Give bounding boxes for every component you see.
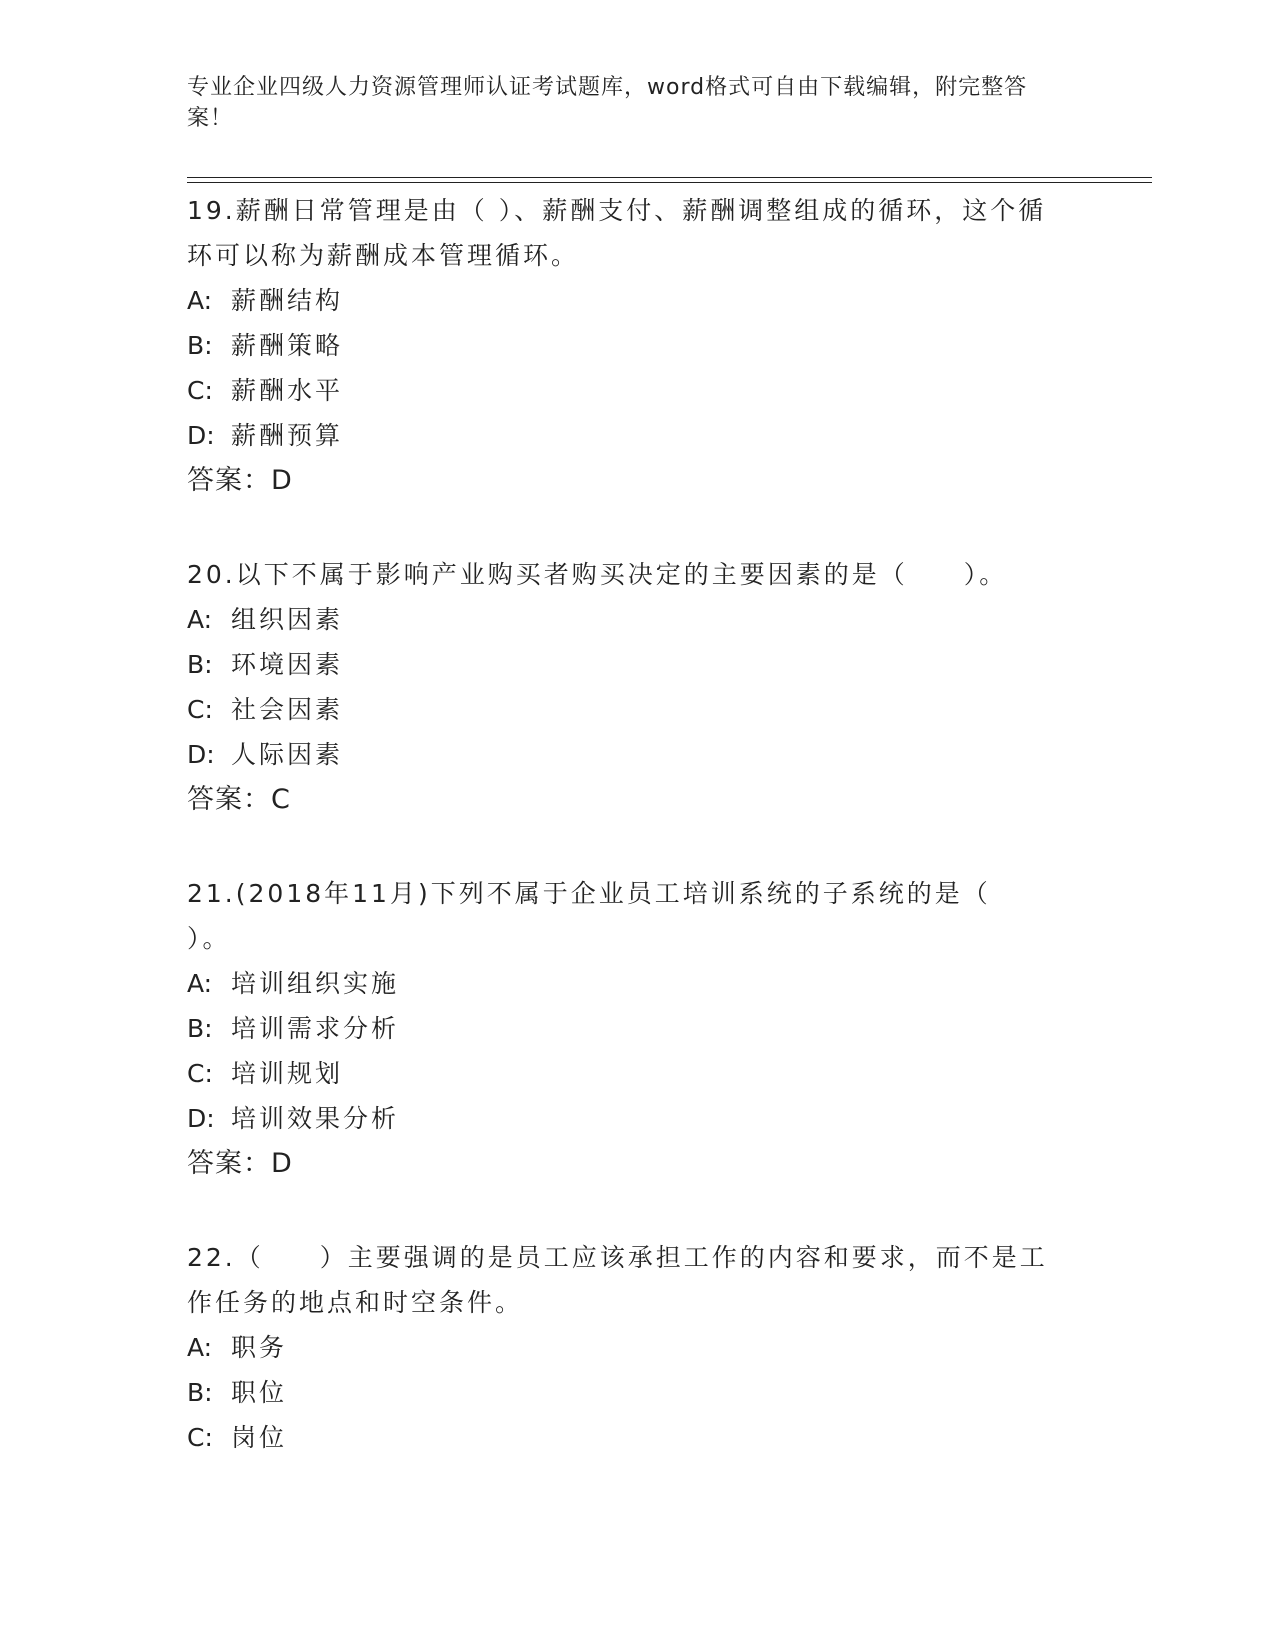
option-text: 培训需求分析 (231, 1014, 400, 1043)
option-label: B: (187, 1378, 213, 1407)
option-b (187, 1370, 1067, 1415)
option-a (187, 597, 1067, 642)
question-text (187, 188, 1067, 278)
option-c (187, 1415, 1067, 1460)
option-a (187, 1325, 1067, 1370)
question-number: 22. (187, 1243, 236, 1272)
option-label: C: (187, 376, 213, 405)
option-a (187, 961, 1067, 1006)
option-text: 薪酬预算 (231, 421, 344, 450)
option-b (187, 323, 1067, 368)
answer: 答案：D (187, 465, 293, 496)
question-19 (187, 188, 1067, 503)
option-text: 职务 (231, 1333, 288, 1362)
option-label: A: (187, 605, 213, 634)
option-label: A: (187, 969, 213, 998)
question-body: 以下不属于影响产业购买者购买决定的主要因素的是（ ）。 (235, 560, 1008, 589)
question-21 (187, 871, 1067, 1186)
option-c (187, 1051, 1067, 1096)
option-text: 组织因素 (231, 605, 344, 634)
question-text (187, 1235, 1067, 1325)
question-22 (187, 1235, 1067, 1460)
question-20 (187, 552, 1067, 822)
question-body: (2018年11月)下列不属于企业员工培训系统的子系统的是（ ）。 (187, 879, 1030, 953)
option-d (187, 732, 1067, 777)
option-label: C: (187, 1423, 213, 1452)
option-d (187, 413, 1067, 458)
question-number: 19. (187, 196, 236, 225)
option-text: 社会因素 (231, 695, 344, 724)
question-text (187, 552, 1067, 597)
option-text: 岗位 (231, 1423, 288, 1452)
option-c (187, 368, 1067, 413)
question-number: 20. (187, 560, 236, 589)
option-text: 环境因素 (231, 650, 344, 679)
header-divider-bottom (187, 182, 1152, 183)
option-label: B: (187, 331, 213, 360)
option-label: A: (187, 1333, 213, 1362)
option-text: 人际因素 (231, 740, 344, 769)
option-d (187, 1096, 1067, 1141)
option-text: 薪酬水平 (231, 376, 344, 405)
question-text (187, 871, 1067, 961)
option-b (187, 642, 1067, 687)
question-body: （ ）主要强调的是员工应该承担工作的内容和要求，而不是工作任务的地点和时空条件。 (187, 1243, 1048, 1317)
option-text: 培训组织实施 (231, 969, 400, 998)
option-text: 职位 (231, 1378, 288, 1407)
option-text: 培训规划 (231, 1059, 344, 1088)
answer: 答案：C (187, 784, 291, 815)
option-text: 薪酬策略 (231, 331, 344, 360)
option-text: 培训效果分析 (231, 1104, 400, 1133)
option-label: D: (187, 740, 215, 769)
option-label: A: (187, 286, 213, 315)
header-divider-top (187, 177, 1152, 178)
option-label: B: (187, 1014, 213, 1043)
option-b (187, 1006, 1067, 1051)
option-label: C: (187, 695, 213, 724)
document-header: 专业企业四级人力资源管理师认证考试题库，word格式可自由下载编辑，附完整答案！ (187, 75, 1028, 131)
answer: 答案：D (187, 1148, 293, 1179)
option-a (187, 278, 1067, 323)
option-label: D: (187, 1104, 215, 1133)
option-label: D: (187, 421, 215, 450)
option-label: B: (187, 650, 213, 679)
question-body: 薪酬日常管理是由（ ）、薪酬支付、薪酬调整组成的循环，这个循环可以称为薪酬成本管理循环。 (187, 196, 1047, 270)
question-number: 21. (187, 879, 236, 908)
question-list (187, 188, 1067, 1509)
option-c (187, 687, 1067, 732)
option-label: C: (187, 1059, 213, 1088)
option-text: 薪酬结构 (231, 286, 344, 315)
